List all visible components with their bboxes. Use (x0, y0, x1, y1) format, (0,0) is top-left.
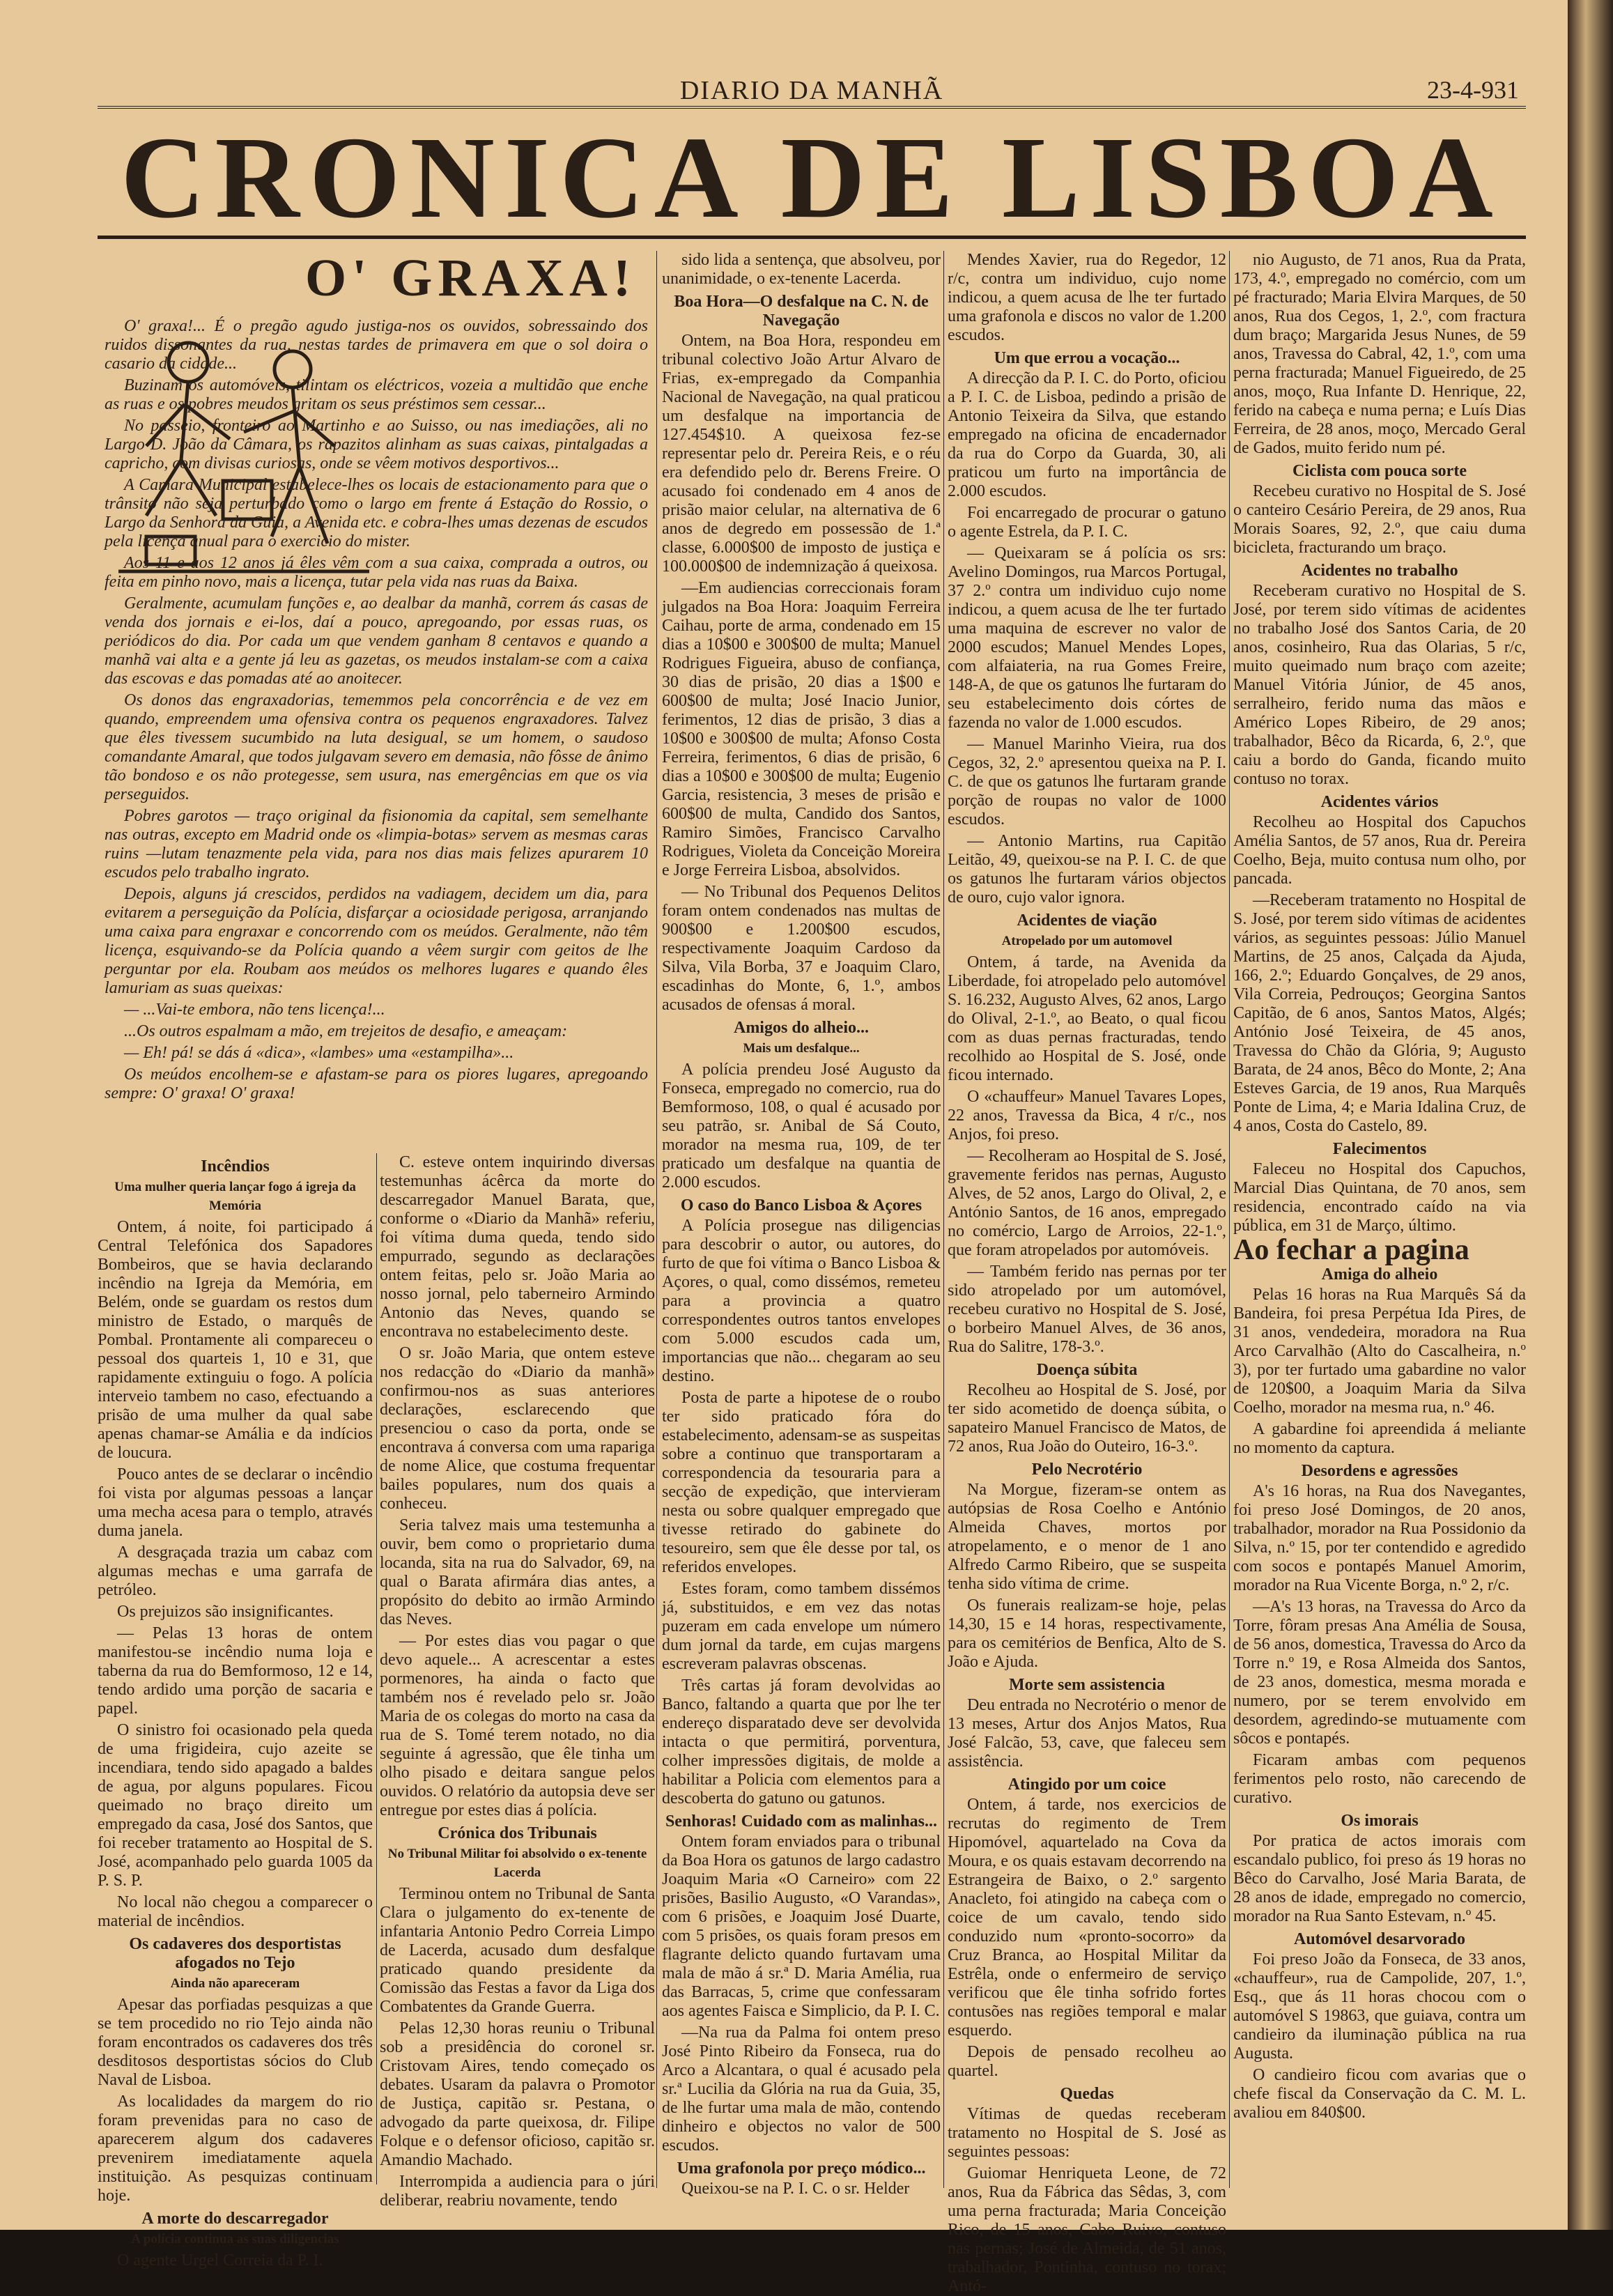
article-paragraph: Estes foram, como tambem dissémos já, substituidos, e em vez das notas puzeram em cada envelope um número dum jornal da tarde, em cujas margens escreveram palavras obscenas. (662, 1580, 941, 1673)
article-paragraph: — Manuel Marinho Vieira, rua dos Cegos, 32, 2.º apresentou queixa na P. I. C. de que os gatunos lhe furtaram grande porção de roupas no valor de 1000 escudos. (948, 735, 1226, 829)
article-heading: Ciclista com pouca sorte (1292, 462, 1467, 480)
article-paragraph: Ontem, á tarde, nos exercicios de recrutas do regimento de Trem Hipomóvel, aquartelado na Cova da Moura, e os quais estavam decorrendo na Estrangeira de Baixo, o 2.º sargento Anacleto, foi atingido na cabeça com o coice de um cavalo, tendo sido conduzido num «pronto-socorro» da Cruz Branca, ao Hospital Militar da Estrêla, onde o enfermeiro de serviço verificou que êle tinha sofrido fortes contusões nas regiões temporal e malar esquerdo. (948, 1796, 1226, 2040)
article-paragraph: — Também ferido nas pernas por ter sido atropelado por um automóvel, recebeu curativo no Hospital de S. José, o borbeiro Manuel Alves, de 36 anos, Rua do Salitre, 178-3.º. (948, 1263, 1226, 1356)
article-paragraph: nio Augusto, de 71 anos, Rua da Prata, 173, 4.º, empregado no comércio, com um pé fracturado; Maria Elvira Marques, de 50 anos, Rua dos Cegos, 1, 2.º, com fractura dum braço; Margarida Jesus Nunes, de 59 anos, Travessa do Cabral, 42, 1.º, com uma perna fracturada; Manuel Figueiredo, de 25 anos, moço, Rua Infante D. Henrique, 22, ferido na cabeça e numa perna; e Luís Dias Ferreira, de 28 anos, moço, Mercado Geral de Gados, muito ferido num pé. (1233, 251, 1526, 457)
column-2 (380, 1153, 655, 2210)
article-heading: Crónica dos Tribunais (438, 1824, 597, 1842)
article-paragraph: Faleceu no Hospital dos Capuchos, Marcial Dias Quintana, de 70 anos, sem residencia, encontrado caído na via pública, em 31 de Março, último. (1233, 1160, 1526, 1235)
article-subheading: Ainda não apareceram (170, 1976, 300, 1991)
article-paragraph: Interrompida a audiencia para o júri deliberar, reabriu novamente, tendo (380, 2173, 655, 2210)
article-subheading: Atropelado por um automovel (1001, 934, 1173, 948)
article-paragraph: Terminou ontem no Tribunal de Santa Clara o julgamento do ex-tenente de infantaria Antonio Pedro Correia Limpo de Lacerda, acusado dum desfalque praticado quando presidente da Comissão das Festas a favor da Liga dos Combatentes da Grande Guerra. (380, 1885, 655, 2016)
article-paragraph: —Receberam tratamento no Hospital de S. José, por terem sido vítimas de acidentes vários, as seguintes pessoas: Júlio Manuel Martins, de 25 anos, Calçada da Ajuda, 166, 2.º; Eduardo Gonçalves, de 29 anos, Vila Correia, Pedrouços; Georgina Santos Capitão, de 6 anos, Santos Matos, Algés; António José Teixeira, de 45 anos, Travessa do Chão da Glória, 9; Augusto Barata, de 24 anos, Bêco do Monte, 2; Ana Esteves Garcia, de 19 anos, Rua Marquês Ponte de Lima, 4; e Maria Idalina Cruz, de 4 anos, Costa do Castelo, 89. (1233, 891, 1526, 1135)
article-subheading: A polícia continua as suas diligencias (131, 2232, 339, 2247)
article-paragraph: Mendes Xavier, rua do Regedor, 12 r/c, contra um individuo, cujo nome indicou, a quem acusa de lhe ter furtado uma grafonola e discos no valor de 1.200 escudos. (948, 251, 1226, 344)
issue-date: 23-4-931 (1427, 76, 1519, 104)
article-paragraph: Três cartas já foram devolvidas ao Banco, faltando a quarta que por lhe ter endereço disparatado deve ser devolvida intacta o que permitirá, porventura, colher impressões digitais, de molde a habilitar a Policia com elementos para a descoberta do gatuno ou gatunos. (662, 1677, 941, 1808)
article-paragraph: Depois de pensado recolheu ao quartel. (948, 2043, 1226, 2080)
column-4 (948, 251, 1226, 2295)
article-paragraph: Recebeu curativo no Hospital de S. José o canteiro Cesário Pereira, de 29 anos, Rua Morais Soares, 92, 2.º, que caiu duma bicicleta, fracturando um braço. (1233, 482, 1526, 557)
article-paragraph: Posta de parte a hipotese de o roubo ter sido praticado fóra do estabelecimento, adensam-se as suspeitas sobre a continuo que transportaram a correspondencia da tesouraria para a secção de expedição, que intervieram nesta ou sobre qualquer empregado que tivesse retirado do gabinete do tesoureiro, sem que êle desse por tal, os referidos envelopes. (662, 1389, 941, 1576)
article-paragraph: A polícia prendeu José Augusto da Fonseca, empregado no comercio, rua do Bemformoso, 108, o qual é acusado por seu patrão, sr. Anibal de Sá Couto, morador na mesma rua, 109, de ter praticado um desfalque na quantia de 2.000 escudos. (662, 1061, 941, 1192)
article-heading: Quedas (1060, 2085, 1114, 2103)
lead-paragraph: O' graxa!... É o pregão agudo justiga-nos os ouvidos, sobressaindo dos ruidos dissonantes da rua, nestas tardes de primavera em que o sol doira o casario da cidade... (105, 317, 648, 373)
lead-paragraph: Os meúdos encolhem-se e afastam-se para os piores lugares, apregoando sempre: O' graxa! O' graxa! (105, 1065, 648, 1102)
article-paragraph: Receberam curativo no Hospital de S. José, por terem sido vítimas de acidentes no trabalho José dos Santos Caria, de 20 anos, cosinheiro, Rua das Olarias, 5 r/c, muito queimado num braço com azeite; Manuel Vitória Júnior, de 45 anos, serralheiro, ferido numa das mãos e Américo Lopes Ribeiro, de 29 anos; trabalhador, Bêco da Ricarda, 6, 2.º, que caiu a bordo do Ganda, ficando muito contuso no torax. (1233, 582, 1526, 788)
lead-article (105, 317, 648, 1139)
article-paragraph: O «chauffeur» Manuel Tavares Lopes, 22 anos, Travessa da Bica, 4 r/c., nos Anjos, foi preso. (948, 1088, 1226, 1143)
article-heading: Boa Hora—O desfalque na C. N. de Navegação (674, 293, 929, 330)
article-heading: Desordens e agressões (1301, 1462, 1458, 1480)
article-heading: Falecimentos (1332, 1140, 1427, 1158)
article-heading: O caso do Banco Lisboa & Açores (680, 1196, 923, 1215)
article-paragraph: Queixou-se na P. I. C. o sr. Helder (681, 2180, 910, 2198)
article-paragraph: Foi preso João da Fonseca, de 33 anos, «chauffeur», rua de Campolide, 207, 1.º, Esq., que ás 11 horas chocou com o automóvel S 19863, que guiava, contra um candieiro da iluminação pública na rua Augusta. (1233, 1950, 1526, 2063)
article-paragraph: Recolheu ao Hospital dos Capuchos Amélia Santos, de 57 anos, Rua dr. Pereira Coelho, Beja, muito contusa num olho, por pancada. (1233, 813, 1526, 888)
lead-paragraph: Buzinam os automóveis, tilintam os eléctricos, vozeia a multidão que enche as ruas e os pobres meudos gritam os seus préstimos sem cessar... (105, 376, 648, 413)
section-heading: Ao fechar a pagina (1233, 1234, 1469, 1266)
article-paragraph: Deu entrada no Necrotério o menor de 13 meses, Artur dos Anjos Matos, Rua José Falcão, 53, cave, que faleceu sem assistência. (948, 1696, 1226, 1771)
article-paragraph: Ontem foram enviados para o tribunal da Boa Hora os gatunos de largo cadastro Joaquim Maria «O Carneiro» com 22 prisões, Basilio Augusto, «O Varandas», com 6 prisões, e Joaquim José Duarte, com 5 prisões, os quais foram presos em flagrante delicto quando furtavam uma mala de mão á sr.ª D. Maria Amélia, rua das Barracas, 5, crime que confessaram aos agentes Faisca e Simplicio, da P. I. C. (662, 1833, 941, 2020)
lead-paragraph: A Camara Municipal estabelece-lhes os locais de estacionamento para que o trânsito não seja perturbado como o largo em frente á Estação do Rossio, o Largo da Senhora da Guia, a Avenida etc. e cobra-lhes umas dezenas de escudos pela licença anual para o exercicio do mister. (105, 476, 648, 550)
lead-paragraph: Pobres garotos — traço original da fisionomia da capital, sem semelhante nas outras, excepto em Madrid onde os «limpia-botas» servem as mesmas caras ruins —lutam tenazmente pela vida, para nos dias mais felizes apurarem 10 escudos pelo trabalho ingrato. (105, 807, 648, 881)
article-paragraph: A's 16 horas, na Rua dos Navegantes, foi preso José Domingos, de 20 anos, trabalhador, morador na Rua Possidonio da Silva, n.º 15, por ter contendido e agredido com socos e pontapés Manuel Amorim, morador na Rua Vicente Borga, n.º 2, r/c. (1233, 1482, 1526, 1594)
article-paragraph: — Por estes dias vou pagar o que devo aquele... A acrescentar a estes pormenores, ha ainda o facto que também nos é revelado pelo sr. João Maria de os colegas do morto na casa da rua de S. Tomé terem notado, no dia seguinte á agressão, que êle tinha um olho pisado e deitara sangue pelos ouvidos. O relatório da autopsia deve ser entregue por estes dias á polícia. (380, 1632, 655, 1819)
lead-paragraph: — ...Vai-te embora, não tens licença!... (124, 1001, 385, 1019)
lead-paragraph: Os donos das engraxadorias, tememmos pela concorrência e de vez em quando, empreendem uma ofensiva contra os pequenos engraxadores. Talvez que êles tivessem sucumbido na luta desigual, se um homem, o saudoso comandante Amaral, que todos julgavam severo em demasia, não fôsse de ânimo tão bondoso e os não protegesse, sem usura, nas emergências em que os via perseguidos. (105, 691, 648, 803)
column-divider (1229, 251, 1230, 2188)
article-heading: Amigos do alheio... (733, 1019, 869, 1037)
article-paragraph: Ontem, á tarde, na Avenida da Liberdade, foi atropelado pelo automóvel S. 16.232, Augusto Alves, 62 anos, Largo do Olival, 2-1.º, ao Beato, o qual ficou com as duas pernas fracturadas, tendo recolhido ao Hospital de S. José, onde ficou internado. (948, 953, 1226, 1084)
column-1 (98, 1153, 373, 2270)
masthead: CRONICA DE LISBOA (121, 113, 1503, 242)
article-paragraph: O sr. João Maria, que ontem esteve nos redacção do «Diario da manhã» confirmou-nos as suas anteriores declarações, esclarecendo que presenciou o caso da porta, onde se encontrava á conversa com uma rapariga de nome Alice, que costuma frequentar bailes populares, num dos quais a conheceu. (380, 1344, 655, 1513)
article-paragraph: Pelas 16 horas na Rua Marquês Sá da Bandeira, foi presa Perpétua Ida Pires, de 31 anos, vendedeira, moradora na Rua Arco Carvalhão (Alto do Cascalheira, n.º 3), por ter furtado uma gabardine no valor de 120$00, a Joaquim Maria da Silva Coelho, morador na mesma rua, n.º 46. (1233, 1286, 1526, 1417)
article-paragraph: Na Morgue, fizeram-se ontem as autópsias de Rosa Coelho e António Almeida Chaves, mortos por atropelamento, e o menor de 1 ano Alfredo Carmo Ribeiro, que se suspeita tenha sido vítima de crime. (948, 1481, 1226, 1593)
article-paragraph: O agente Urgel Correia da P. I. (117, 2251, 323, 2270)
article-heading: A morte do descarregador (141, 2210, 329, 2228)
paper-name: DIARIO DA MANHÃ (679, 76, 944, 105)
article-heading: Um que errou a vocação... (994, 349, 1180, 367)
article-paragraph: Vítimas de quedas receberam tratamento no Hospital de S. José as seguintes pessoas: (948, 2105, 1226, 2161)
article-paragraph: —Na rua da Palma foi ontem preso José Pinto Ribeiro da Fonseca, rua do Arco a Alcantara, o qual é acusado pela sr.ª Lucilia da Glória na rua da Guia, 35, de lhe furtar uma mala de mão, contendo dinheiro e objectos no valor de 500 escudos. (662, 2024, 941, 2155)
article-heading: Incêndios (201, 1157, 270, 1176)
article-heading: Os imorais (1341, 1812, 1419, 1830)
article-paragraph: A direcção da P. I. C. do Porto, oficiou a P. I. C. de Lisboa, pedindo a prisão de Antonio Teixeira da Silva, que estando empregado na oficina de encadernador da rua do Corpo da Guarda, 30, ali praticou um furto na importância de 2.000 escudos. (948, 369, 1226, 500)
column-5 (1233, 251, 1526, 2188)
article-paragraph: No local não chegou a comparecer o material de incêndios. (98, 1893, 373, 1930)
article-heading: Senhoras! Cuidado com as malinhas... (665, 1812, 938, 1831)
article-paragraph: Apesar das porfiadas pesquizas a que se tem procedido no rio Tejo ainda não foram encontrados os cadaveres dos três desditosos desportistas sócios do Club Naval de Lisboa. (98, 1996, 373, 2089)
article-paragraph: sido lida a sentença, que absolveu, por unanimidade, o ex-tenente Lacerda. (662, 251, 941, 288)
page-header (98, 70, 1526, 109)
article-paragraph: Recolheu ao Hospital de S. José, por ter sido acometido de doença súbita, o sapateiro Manuel Francisco de Matos, de 72 anos, Rua João do Outeiro, 16-3.º. (948, 1381, 1226, 1456)
article-paragraph: Por pratica de actos imorais com escandalo publico, foi preso ás 19 horas no Bêco do Carvalho, José Maria Barata, de 28 anos de idade, empregado no comercio, morador na Rua Santo Estevam, n.º 45. (1233, 1832, 1526, 1925)
article-paragraph: — Pelas 13 horas de ontem manifestou-se incêndio numa loja e taberna da rua do Bemformoso, 12 e 14, tendo ardido uma porção de sacaria e papel. (98, 1624, 373, 1718)
masthead-rule (98, 236, 1526, 239)
article-paragraph: A Polícia prosegue nas diligencias para descobrir o autor, ou autores, do furto de que foi vítima o Banco Lisboa & Açores, o qual, como dissémos, remeteu para a provincia a quatro correspondentes outros tantos envelopes com 5.000 escudos cada um, importancias que não... chegaram ao seu destino. (662, 1217, 941, 1385)
article-paragraph: Pelas 12,30 horas reuniu o Tribunal sob a presidência do coronel sr. Cristovam Aires, tendo começado os debates. Usaram da palavra o Promotor de Justiça, capitão sr. Pestana, o advogado da parte queixosa, dr. Filipe Folque e o defensor oficioso, capitão sr. Amandio Machado. (380, 2019, 655, 2169)
article-heading: Acidentes de viação (1017, 911, 1157, 930)
article-heading: Acidentes vários (1320, 793, 1439, 811)
article-paragraph: Ficaram ambas com pequenos ferimentos pelo rosto, não carecendo de curativo. (1233, 1751, 1526, 1807)
article-heading: Uma grafonola por preço módico... (677, 2159, 926, 2178)
article-paragraph: — Queixaram se á polícia os srs: Avelino Domingos, rua Marcos Portugal, 37 2.º contra um individuo cujo nome indicou, a quem acusa de lhe ter furtado uma maquina de escrever no valor de 2000 escudos; Manuel Mendes Lopes, com alfaiateria, na rua Gomes Freire, 148-A, de que os gatunos lhe furtaram do seu estabelecimento dois córtes de fazenda no valor de 1.000 escudos. (948, 544, 1226, 732)
article-paragraph: A desgraçada trazia um cabaz com algumas mechas e uma garrafa de petróleo. (98, 1543, 373, 1599)
lead-paragraph: ...Os outros espalmam a mão, em trejeitos de desafio, e ameaçam: (124, 1022, 568, 1040)
page-edge (1568, 0, 1613, 2230)
article-heading: Atingido por um coice (1008, 1775, 1166, 1794)
article-paragraph: — Antonio Martins, rua Capitão Leitão, 49, queixou-se na P. I. C. de que os gatunos lhe furtaram vários objectos de ouro, cujo valor ignora. (948, 832, 1226, 907)
article-heading: Pelo Necrotério (1031, 1461, 1143, 1479)
article-paragraph: C. esteve ontem inquirindo diversas testemunhas ácêrca da morte do descarregador Manuel Barata, que, conforme o «Diario da Manhã» referiu, foi vítima duma queda, tendo sido empurrado, segundo as declarações ontem feitas, pelo sr. João Maria ao nosso jornal, pelo taberneiro Armindo Antonio das Neves, quando se encontrava no estabelecimento deste. (380, 1153, 655, 1341)
article-paragraph: O candieiro ficou com avarias que o chefe fiscal da Conservação da C. M. L. avaliou em 840$00. (1233, 2066, 1526, 2122)
article-heading: Acidentes no trabalho (1301, 562, 1458, 580)
article-heading: Automóvel desarvorado (1294, 1930, 1465, 1948)
article-paragraph: Os prejuizos são insignificantes. (117, 1603, 334, 1621)
lead-paragraph: Depois, alguns já crescidos, perdidos na vadiagem, decidem um dia, para evitarem a perseguição da Polícia, disfarçar a ociosidade perigosa, arranjando uma caixa para engraxar e concorrendo com os meúdos. Geralmente, não têm licença, esquivando-se da Polícia quando a vêem surgir com geitos de lhe perguntar por ela. Roubam aos meúdos os melhores lugares e quando êles lamuriam as suas queixas: (105, 885, 648, 997)
article-paragraph: Os funerais realizam-se hoje, pelas 14,30, 15 e 14 horas, respectivamente, para os cemitérios de Benfica, Alto de S. João e Ajuda. (948, 1596, 1226, 1671)
lead-title: O' GRAXA! (305, 249, 637, 307)
article-paragraph: O sinistro foi ocasionado pela queda de uma frigideira, cujo azeite se incendiara, tendo sido apagado a baldes de agua, por alguns populares. Ficou queimado no braço direito um empregado da casa, José dos Santos, que foi receber tratamento ao Hospital de S. José, acompanhado pelo guarda 1005 da P. S. P. (98, 1721, 373, 1890)
article-heading: Amiga do alheio (1321, 1265, 1438, 1284)
article-subheading: No Tribunal Militar foi absolvido o ex-tenente Lacerda (387, 1847, 647, 1880)
article-paragraph: A gabardine foi apreendida á meliante no momento da captura. (1233, 1420, 1526, 1457)
lead-paragraph: No passeio, fronteiro ao Martinho e ao Suisso, ou nas imediações, ali no Largo D. João da Câmara, os rapazitos alinham as suas caixas, pintalgadas a capricho, com divisas curiosas, onde se vêem motivos desportivos... (105, 417, 648, 472)
article-paragraph: Guiomar Henriqueta Leone, de 72 anos, Rua da Fábrica das Sêdas, 3, com uma perna fracturada; Maria Conceição Rico, de 15 anos, Cabo Ruivo, contuso nas pernas; José de Almeida, de 51 anos, trabalhador, Pontinha, contuso no torax; Antó- (948, 2164, 1226, 2295)
article-paragraph: Foi encarregado de procurar o gatuno o agente Estrela, da P. I. C. (948, 504, 1226, 541)
article-paragraph: — No Tribunal dos Pequenos Delitos foram ontem condenados nas multas de 900$00 e 1.200$00 escudos, respectivamente Joaquim Cardoso da Silva, Vila Borba, 37 e Joaquim Claro, escadinhas do Monte, 6, 1.º, ambos acusados de ofensas á moral. (662, 883, 941, 1014)
article-paragraph: — Recolheram ao Hospital de S. José, gravemente feridos nas pernas, Augusto Alves, de 52 anos, Largo do Olival, 2, e António Santos, de 16 anos, empregado no comércio, Largo de Arroios, 22-1.º, que foram atropelados por automóveis. (948, 1147, 1226, 1259)
column-divider (943, 251, 944, 2188)
article-heading: Morte sem assistencia (1009, 1676, 1165, 1694)
article-subheading: Mais um desfalque... (743, 1041, 860, 1056)
column-3 (662, 251, 941, 2198)
lead-paragraph: Geralmente, acumulam funções e, ao dealbar da manhã, correm ás casas de venda dos jornais e ei-los, daí a pouco, apregoando, por essas ruas, os periódicos do dia. Por cada um que vendem ganham 8 centavos e quando a manhã vai alta e a gente já leu as gazetas, os meudos instalam-se com a caixa das escovas e das pomadas até ao anoitecer. (105, 594, 648, 688)
lead-paragraph: — Eh! pá! se dás á «dica», «lambes» uma «estampilha»... (124, 1044, 514, 1062)
article-heading: Doença súbita (1036, 1361, 1138, 1379)
column-divider (656, 251, 657, 2188)
article-heading: Os cadaveres dos desportistas afogados no Tejo (129, 1935, 341, 1972)
article-paragraph: Ontem, na Boa Hora, respondeu em tribunal colectivo João Artur Alvaro de Frias, ex-empregado da Companhia Nacional de Navegação, na qual praticou um desfalque na importancia de 127.454$10. A queixosa fez-se representar pelo dr. Pereira Reis, e o réu era defendido pelo dr. Berens Freire. O acusado foi condenado em 4 anos de prisão maior celular, na alternativa de 6 anos de degredo em possessão de 1.ª classe, 6.000$00 de imposto de justiça e 100.000$00 de indemnização á queixosa. (662, 332, 941, 576)
article-paragraph: As localidades da margem do rio foram prevenidas para no caso de aparecerem algum dos cadaveres prevenirem imediatamente aquela instituição. As pesquizas continuam hoje. (98, 2093, 373, 2205)
article-paragraph: Ontem, á noite, foi participado á Central Telefónica dos Sapadores Bombeiros, que se havia declarando incêndio na Igreja da Memória, em Belém, onde se guardam os restos dum ministro de Estado, o marquês de Pombal. Prontamente ali compareceu o pessoal dos quarteis 1, 10 e 31, que rapidamente extinguiu o fogo. A polícia interveio tambem no caso, efectuando a prisão de uma mulher da qual sabe apenas chamar-se Amália e da indícios de loucura. (98, 1218, 373, 1462)
article-paragraph: —Em audiencias correccionais foram julgados na Boa Hora: Joaquim Ferreira Caihau, porte de arma, condenado em 15 dias a 10$00 e 300$00 de multa; Manuel Rodrigues Figueira, abuso de confiança, 30 dias de prisão, 20 dias a 1$00 e 600$00 de multa; José Inacio Junior, ferimentos, 12 dias de prisão, 3 dias a 10$00 e 300$00 de multa; Afonso Costa Ferreira, ferimentos, 6 dias de prisão, 6 dias a 10$00 e 300$00 de multa; Eugenio Garcia, resistencia, 3 meses de prisão e 600$00 de multa, Candido dos Santos, Ramiro Simões, Francisco Carvalho Rodrigues, Violeta da Conceição Moreira e Jorge Ferreira Lisboa, absolvidos. (662, 579, 941, 879)
article-paragraph: Seria talvez mais uma testemunha a ouvir, bem como o proprietario duma locanda, sita na rua do Salvador, 69, na qual o Barata afirmára dias antes, a propósito do debito ao irmão Armindo das Neves. (380, 1516, 655, 1628)
column-divider (376, 1153, 377, 2185)
article-subheading: Uma mulher queria lançar fogo á igreja da Memória (114, 1180, 356, 1213)
lead-paragraph: Aos 11 e aos 12 anos já êles vêm com a sua caixa, comprada a outros, ou feita em pinho novo, mais a licença, tutar pela vida nas ruas da Baixa. (105, 554, 648, 591)
article-paragraph: —A's 13 horas, na Travessa do Arco da Torre, fôram presas Ana Amélia de Sousa, de 56 anos, domestica, Travessa do Arco da Torre n.º 19, e Rosa Almeida dos Santos, de 23 anos, domestica, mesma morada e numero, por se terem envolvido em desordem, agredindo-se mutuamente com sôcos e pontapés. (1233, 1598, 1526, 1748)
article-paragraph: Pouco antes de se declarar o incêndio foi vista por algumas pessoas a lançar uma mecha acesa para o templo, através duma janela. (98, 1465, 373, 1540)
